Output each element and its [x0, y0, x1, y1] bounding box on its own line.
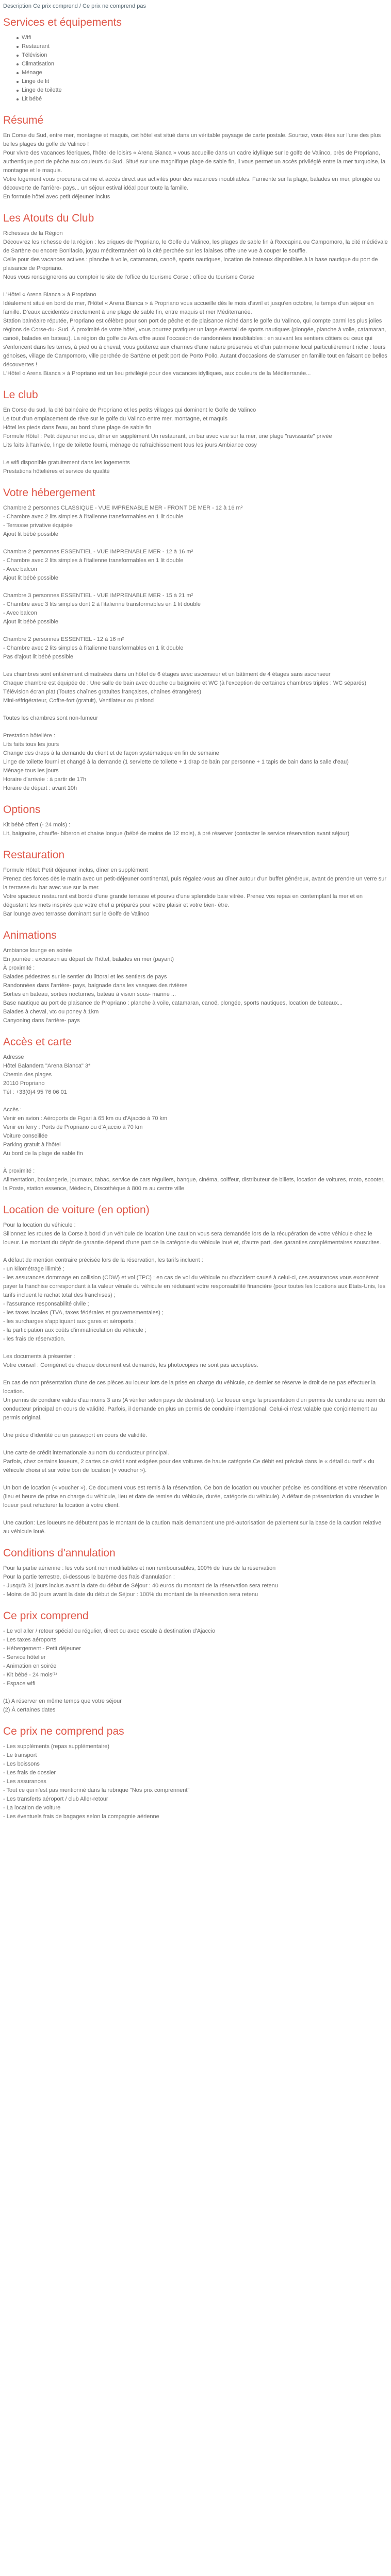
- acces-paragraph: Au bord de la plage de sable fin: [3, 1150, 83, 1157]
- resume-section: [3, 114, 388, 201]
- comprend-title: Ce prix comprend: [3, 1610, 89, 1622]
- hebergement-paragraph: Ménage tous les jours: [3, 768, 59, 774]
- hebergement-paragraph: Ajout lit bébé possible: [3, 619, 59, 625]
- acces-paragraph: Hôtel Balandera "Arena Bianca" 3*: [3, 1063, 91, 1069]
- hebergement-paragraph: - Chambre avec 2 lits simples à l'italienne transformables en 1 lit double: [3, 514, 184, 520]
- atouts-paragraph: L'Hôtel « Arena Bianca » à Propriano: [3, 292, 96, 298]
- breadcrumb[interactable]: Description Ce prix comprend / Ce prix ne comprend pas: [3, 3, 146, 9]
- club-paragraph: Formule Hôtel : Petit déjeuner inclus, dîner en supplément Un restaurant, un bar avec vue sur la mer, une plage "ravissante" privée: [3, 433, 332, 439]
- restauration-paragraph: Formule Hôtel: Petit déjeuner inclus, dîner en supplément: [3, 867, 148, 873]
- comprend-paragraph: (1) A réserver en même temps que votre séjour: [3, 1698, 122, 1704]
- ne-comprend-section: [3, 1725, 388, 1821]
- annulation-title: Conditions d'annulation: [3, 1547, 116, 1559]
- spacer: [3, 626, 388, 635]
- options-title: Options: [3, 804, 41, 816]
- options-paragraph: Kit bébé offert (- 24 mois) :: [3, 822, 71, 828]
- spacer: [3, 1344, 388, 1352]
- spacer: [3, 1158, 388, 1167]
- ne-comprend-paragraph: - La location de voiture: [3, 1805, 61, 1811]
- atouts-paragraph: Nous vous renseignerons au comptoir le site de l'office du tourisme Corse : office du tourisme Corse: [3, 274, 255, 280]
- hebergement-paragraph: Horaire d'arrivée : à partir de 17h: [3, 776, 87, 783]
- club-section: [3, 388, 388, 476]
- location-paragraph: Une carte de crédit internationale au nom du conducteur principal.: [3, 1450, 169, 1456]
- acces-paragraph: Tél : +33(0)4 95 76 06 01: [3, 1089, 67, 1095]
- hebergement-paragraph: Ajout lit bébé possible: [3, 575, 59, 581]
- spacer: [3, 1422, 388, 1431]
- atouts-subtitle: Richesses de la Région: [3, 230, 63, 236]
- spacer: [3, 1688, 388, 1697]
- hebergement-paragraph: Chambre 2 personnes ESSENTIEL - VUE IMPRENABLE MER - 12 à 16 m²: [3, 549, 193, 555]
- resume-paragraph: Votre logement vous procurera calme et accès direct aux activités pour des vacances inoubliables. Farniente sur la plage, balades en mer, plongée ou découverte de l'arrière- pays... un séjour estival idéal pour toute la famille.: [3, 176, 381, 191]
- location-paragraph: - l'assurance responsabilité civile ;: [3, 1301, 89, 1307]
- spacer: [3, 450, 388, 459]
- animations-paragraph: Randonnées dans l'arrière- pays, baignade dans les vasques des rivières: [3, 982, 188, 989]
- atouts-paragraph: Celle pour des vacances actives : planche à voile, catamaran, canoë, sports nautiques, location de bateaux disponibles à la base nautique du port de plaisance de Propriano.: [3, 257, 378, 272]
- location-paragraph: Les documents à présenter :: [3, 1353, 75, 1360]
- location-paragraph: Votre conseil : Corrigénet de chaque document est demandé, les photocopies ne sont pas acceptées.: [3, 1362, 258, 1368]
- hebergement-paragraph: Horaire de départ : avant 10h: [3, 785, 77, 791]
- hebergement-paragraph: - Chambre avec 3 lits simples dont 2 à l'italienne transformables en 1 lit double: [3, 601, 201, 607]
- annulation-paragraph: Pour la partie aérienne : les vols sont non modifiables et non remboursables, 100% de frais de la réservation: [3, 1565, 276, 1571]
- comprend-section: [3, 1609, 388, 1715]
- hebergement-paragraph: Chambre 2 personnes CLASSIQUE - VUE IMPRENABLE MER - FRONT DE MER - 12 à 16 m²: [3, 505, 243, 511]
- club-paragraph: Le wifi disponible gratuitement dans les logements: [3, 460, 130, 466]
- atouts-paragraph: Station balnéaire réputée, Propriano est célèbre pour son port de pêche et de plaisance niché dans le golfe du Valinco, qui compte parmi les plus jolies régions de Corse-du- Sud. À proximité de votre hôtel, vous pourrez pratiquer un large éventail de sports nautiques (plongée, planche à voile, catamaran, canoë, balades en bateau). La région du golfe de Ava offre aussi l'occasion de randonnées inoubliables : en suivant les sentiers côtiers ou ceux qui s'enfoncent dans les terres, à pied ou à cheval, vous goûterez aux charmes d'une nature préservée et d'un patrimoine local particulièrement riche : tours génoises, village de Campomoro, ville perchée de Sartène et petit port de Porto Pollo. Autant d'occasions de s'amuser en famille tout en faisant de belles découvertes !: [3, 318, 387, 368]
- club-title: Le club: [3, 389, 38, 401]
- annulation-section: [3, 1547, 388, 1599]
- spacer: [3, 1475, 388, 1484]
- location-paragraph: Sillonnez les routes de la Corse à bord d'un véhicule de location Une caution vous sera demandée lors de la récupération de votre véhicule chez le loueur. Le montant du dépôt de garantie dépend d'une part de la catégorie du véhicule loué et, d'autre part, des garanties complémentaires souscrites.: [3, 1231, 381, 1246]
- comprend-paragraph: - Hébergement - Petit déjeuner: [3, 1646, 82, 1652]
- service-item: Lit bébé: [17, 95, 388, 104]
- resume-paragraph: Pour vivre des vacances féeriques, l'hôtel de loisirs « Arena Bianca » vous accueille dans un cadre idyllique sur le golfe de Valinco, près de Propriano, authentique port de pêche aux couleurs du Sud. Situé sur une magnifique plage de sable fin, il vous permet un accès privilégié entre la mer turquoise, la montagne et le maquis.: [3, 150, 386, 174]
- ne-comprend-paragraph: - Tout ce qui n'est pas mentionné dans la rubrique "Nos prix comprennent": [3, 1787, 190, 1793]
- hebergement-paragraph: Toutes les chambres sont non-fumeur: [3, 715, 99, 721]
- spacer: [3, 583, 388, 591]
- restauration-title: Restauration: [3, 849, 65, 861]
- club-paragraph: Le tout d'un emplacement de rêve sur le golfe du Valinco entre mer, montagne, et maquis: [3, 416, 227, 422]
- hebergement-paragraph: - Chambre avec 2 lits simples à l'italienne transformables en 1 lit double: [3, 557, 184, 564]
- comprend-paragraph: (2) À certaines dates: [3, 1707, 56, 1713]
- resume-title: Résumé: [3, 114, 44, 126]
- spacer: [3, 662, 388, 670]
- ne-comprend-paragraph: - Les suppléments (repas supplémentaire): [3, 1743, 110, 1750]
- hebergement-paragraph: Mini-réfrigérateur, Coffre-fort (gratuit), Ventilateur ou plafond: [3, 698, 154, 704]
- location-paragraph: - les frais de réservation.: [3, 1336, 66, 1342]
- hebergement-paragraph: Télévision écran plat (Toutes chaînes gratuites françaises, chaînes étrangères): [3, 689, 201, 695]
- location-paragraph: Une pièce d'identité ou un passeport en cours de validité.: [3, 1432, 148, 1438]
- ne-comprend-paragraph: - Les transferts aéroport / club Aller-retour: [3, 1796, 108, 1802]
- comprend-paragraph: - Service hôtelier: [3, 1654, 46, 1660]
- comprend-paragraph: - Animation en soirée: [3, 1663, 57, 1669]
- animations-title: Animations: [3, 929, 57, 941]
- location-paragraph: A défaut de mention contraire précisée lors de la réservation, les tarifs incluent :: [3, 1257, 203, 1263]
- atouts-paragraph: Découvrez les richesse de la région : les criques de Propriano, le Golfe du Valinco, les plages de sable fin à Roccapina ou Campomoro, la cité médiévale de Sartène ou encore Bonifacio, joyau méditerranéen où la cité perchée sur les falaises offre une vue à couper le souffle.: [3, 239, 388, 254]
- options-section: [3, 803, 388, 838]
- location-paragraph: - un kilométrage illimité ;: [3, 1266, 64, 1272]
- location-paragraph: - les assurances dommage en collision (CDW) et vol (TPC) : en cas de vol du véhicule ou d'accident causé à celui-ci, ces assurances vous exonèrent payer la franchise correspondant à la valeur vénale du véhicule en réduisant votre responsabilité financière (pour toutes les locations aux Etats-Unis, les tarifs incluent le rachat total des franchises) ;: [3, 1275, 386, 1298]
- ne-comprend-paragraph: - Les assurances: [3, 1778, 46, 1785]
- ne-comprend-paragraph: - Le transport: [3, 1752, 37, 1758]
- hebergement-paragraph: - Chambre avec 2 lits simples à l'italienne transformables en 1 lit double: [3, 645, 184, 651]
- service-item: Télévision: [17, 51, 388, 60]
- location-paragraph: - les taxes locales (TVA, taxes fédérales et gouvernementales) ;: [3, 1310, 164, 1316]
- services-list: [17, 33, 388, 104]
- atouts-title: Les Atouts du Club: [3, 212, 94, 224]
- acces-paragraph: 20110 Propriano: [3, 1080, 45, 1087]
- service-item: Climatisation: [17, 60, 388, 69]
- acces-paragraph: À proximité :: [3, 1168, 35, 1174]
- spacer: [3, 1370, 388, 1379]
- location-paragraph: - les surcharges s'appliquant aux gares et aéroports ;: [3, 1318, 137, 1325]
- atouts-section: [3, 212, 388, 378]
- spacer: [3, 539, 388, 548]
- hebergement-paragraph: Prestation hôtelière :: [3, 733, 55, 739]
- atouts-paragraph: Idéalement situé en bord de mer, l'Hôtel « Arena Bianca » à Propriano vous accueille dès le mois d'avril et jusqu'en octobre, le temps d'un séjour en famille. D'eaux accidentés directement à une plage de sable fin, entre maquis et mer Méditerranée.: [3, 300, 374, 315]
- acces-paragraph: Accès :: [3, 1107, 22, 1113]
- hebergement-paragraph: - Terrasse privative équipée: [3, 522, 73, 529]
- ne-comprend-paragraph: - Les boissons: [3, 1761, 40, 1767]
- animations-paragraph: Canyoning dans l'arrière- pays: [3, 1018, 80, 1024]
- ne-comprend-paragraph: - Les frais de dossier: [3, 1770, 56, 1776]
- acces-paragraph: Chemin des plages: [3, 1072, 52, 1078]
- animations-paragraph: En journée : excursion au départ de l'hôtel, balades en mer (payant): [3, 956, 174, 962]
- annulation-paragraph: Pour la partie terrestre, ci-dessous le barème des frais d'annulation :: [3, 1574, 175, 1580]
- club-paragraph: Lits faits à l'arrivée, linge de toilette fourni, ménage de rafraîchissement tous les jours Ambiance cosy: [3, 442, 257, 448]
- animations-paragraph: Balades à cheval, vtc ou poney à 1km: [3, 1009, 99, 1015]
- hebergement-paragraph: Pas d'ajout lit bébé possible: [3, 654, 74, 660]
- club-paragraph: En Corse du sud, la cité balnéaire de Propriano et les petits villages qui dominent le Golfe de Valinco: [3, 407, 256, 413]
- resume-paragraph: En formule hôtel avec petit déjeuner inclus: [3, 194, 110, 200]
- comprend-paragraph: - Espace wifi: [3, 1681, 36, 1687]
- service-item: Linge de lit: [17, 77, 388, 86]
- hebergement-paragraph: Chambre 3 personnes ESSENTIEL - VUE IMPRENABLE MER - 15 à 21 m²: [3, 592, 193, 599]
- acces-paragraph: Parking gratuit à l'hôtel: [3, 1142, 61, 1148]
- animations-paragraph: À proximité :: [3, 965, 35, 971]
- restauration-paragraph: Prenez des forces dès le matin avec un petit-déjeuner continental, puis régalez-vous au dîner autour d'un buffet généreux, avant de prendre un verre sur la terrasse du bar avec vue sur la mer.: [3, 876, 387, 891]
- options-paragraph: Lit, baignoire, chauffe- biberon et chaise longue (bébé de moins de 12 mois), à pré réserver (contacter le service réservation avant séjour): [3, 831, 350, 837]
- annulation-paragraph: - Jusqu'à 31 jours inclus avant la date du début de Séjour : 40 euros du montant de la réservation sera retenu: [3, 1583, 278, 1589]
- ne-comprend-paragraph: - Les éventuels frais de bagages selon la compagnie aérienne: [3, 1814, 159, 1820]
- service-item: Linge de toilette: [17, 86, 388, 95]
- hebergement-paragraph: Chambre 2 personnes ESSENTIEL - 12 à 16 m²: [3, 636, 124, 642]
- service-item: Ménage: [17, 69, 388, 77]
- location-paragraph: Un bon de location (« voucher »). Ce document vous est remis à la réservation. Ce bon de location ou voucher précise les conditions et votre réservation (lieu et heure de prise en charge du véhicule, lieu et date de remise du véhicule, durée, catégorie du véhicule). A défaut de présentation du voucher le loueur peut refacturer la location à votre client.: [3, 1485, 387, 1509]
- spacer: [3, 282, 388, 291]
- comprend-paragraph: - Les taxes aéroports: [3, 1637, 57, 1643]
- hebergement-paragraph: Linge de toilette fourni et changé à la demande (1 serviette de toilette + 1 drap de bain par personne + 1 tapis de bain dans la salle d'eau): [3, 759, 349, 765]
- resume-paragraph: En Corse du Sud, entre mer, montagne et maquis, cet hôtel est situé dans un véritable paysage de carte postale. Sourtez, vous êtes sur l'une des plus belles plages du golfe de Valinco !: [3, 132, 381, 147]
- service-item: Restaurant: [17, 42, 388, 51]
- acces-paragraph: Adresse: [3, 1054, 24, 1060]
- spacer: [3, 1510, 388, 1519]
- location-section: [3, 1204, 388, 1536]
- hebergement-paragraph: - Avec balcon: [3, 566, 37, 572]
- animations-paragraph: Base nautique au port de plaisance de Propriano : planche à voile, catamaran, canoë, plongée, sports nautiques, location de bateaux...: [3, 1000, 343, 1006]
- location-paragraph: Une caution: Les loueurs ne débutent pas le montant de la caution mais demandent une pré-autorisation de paiement sur la base de la caution relative au véhicule loué.: [3, 1520, 382, 1535]
- location-paragraph: - la participation aux coûts d'immatriculation du véhicule ;: [3, 1327, 146, 1333]
- hebergement-title: Votre hébergement: [3, 487, 95, 499]
- restauration-paragraph: Votre spacieux restaurant est bordé d'une grande terrasse et pourvu d'une splendide baie vitrée. Prenez vos repas en contemplant la mer et en dégustant les mets inspirés que votre chef a préparés pour votre plaisir et votre bien- être.: [3, 893, 363, 908]
- annulation-paragraph: - Moins de 30 jours avant la date du début de Séjour : 100% du montant de la réservation sera retenu: [3, 1591, 258, 1598]
- service-item: Wifi: [17, 33, 388, 42]
- animations-paragraph: Sorties en bateau, sorties nocturnes, bateau à vision sous- marine ...: [3, 991, 176, 997]
- spacer: [3, 723, 388, 732]
- hebergement-paragraph: Ajout lit bébé possible: [3, 531, 59, 537]
- spacer: [3, 1440, 388, 1449]
- acces-paragraph: Voiture conseillée: [3, 1133, 48, 1139]
- location-paragraph: Parfois, chez certains loueurs, 2 cartes de crédit sont exigées pour des voitures de haute catégorie.Ce débit est précisé dans le « détail du tarif » du véhicule choisi et sur votre bon de location (« voucher »).: [3, 1459, 374, 1473]
- hebergement-paragraph: - Avec balcon: [3, 610, 37, 616]
- location-paragraph: Pour la location du véhicule :: [3, 1222, 76, 1228]
- acces-paragraph: Alimentation, boulangerie, journaux, tabac, service de cars réguliers, banque, cinéma, coiffeur, distributeur de billets, location de voitures, moto, scooter, la Poste, station essence, Médecin, Discothèque à 800 m au centre ville: [3, 1177, 385, 1192]
- services-title: Services et équipements: [3, 16, 122, 28]
- spacer: [3, 705, 388, 714]
- hebergement-section: [3, 486, 388, 793]
- acces-title: Accès et carte: [3, 1036, 72, 1048]
- hebergement-paragraph: Change des draps à la demande du client et de façon systématique en fin de semaine: [3, 750, 219, 756]
- restauration-section: [3, 849, 388, 919]
- location-title: Location de voiture (en option): [3, 1204, 150, 1216]
- restauration-paragraph: Bar lounge avec terrasse dominant sur le Golfe de Valinco: [3, 911, 150, 917]
- location-paragraph: En cas de non présentation d'une de ces pièces au loueur lors de la prise en charge du véhicule, ce dernier se réserve le droit de ne pas effectuer la location.: [3, 1380, 376, 1395]
- animations-paragraph: Balades pédestres sur le sentier du littoral et les sentiers de pays: [3, 974, 167, 980]
- hebergement-paragraph: Lits faits tous les jours: [3, 741, 59, 748]
- acces-paragraph: Venir en avion : Aéroports de Figari à 65 km ou d'Ajaccio à 70 km: [3, 1115, 168, 1122]
- spacer: [3, 1247, 388, 1256]
- comprend-paragraph: - Kit bébé - 24 mois⁽¹⁾: [3, 1672, 57, 1678]
- ne-comprend-title: Ce prix ne comprend pas: [3, 1725, 124, 1737]
- animations-section: [3, 929, 388, 1025]
- animations-paragraph: Ambiance lounge en soirée: [3, 947, 72, 954]
- spacer: [3, 1097, 388, 1106]
- acces-section: [3, 1036, 388, 1193]
- club-paragraph: Prestations hôtelières et service de qualité: [3, 468, 110, 474]
- hebergement-paragraph: Les chambres sont entièrement climatisées dans un hôtel de 6 étages avec ascenseur et un bâtiment de 4 étages sans ascenseur: [3, 671, 331, 677]
- location-paragraph: Un permis de conduire valide d'au moins 3 ans (A vérifier selon pays de destination). Le loueur exige la présentation d'un permis de conduire au nom du conducteur principal en cours de validité. Parfois, il demande en plus un permis de conduire international. Celui-ci n'est valable que conjointement au permis original.: [3, 1397, 385, 1421]
- hebergement-paragraph: Chaque chambre est équipée de : Une salle de bain avec douche ou baignoire et WC (à l'exception de certaines chambres triples : WC séparés): [3, 680, 367, 686]
- atouts-paragraph: L'Hôtel « Arena Bianca » à Propriano est un lieu privilégié pour des vacances idylliques, aux couleurs de la Méditerranée...: [3, 370, 311, 377]
- comprend-paragraph: - Le vol aller / retour spécial ou régulier, direct ou avec escale à destination d'Ajaccio: [3, 1628, 216, 1634]
- club-paragraph: Hôtel les pieds dans l'eau, au bord d'une plage de sable fin: [3, 425, 152, 431]
- acces-paragraph: Venir en ferry : Ports de Propriano ou d'Ajaccio à 70 km: [3, 1124, 143, 1130]
